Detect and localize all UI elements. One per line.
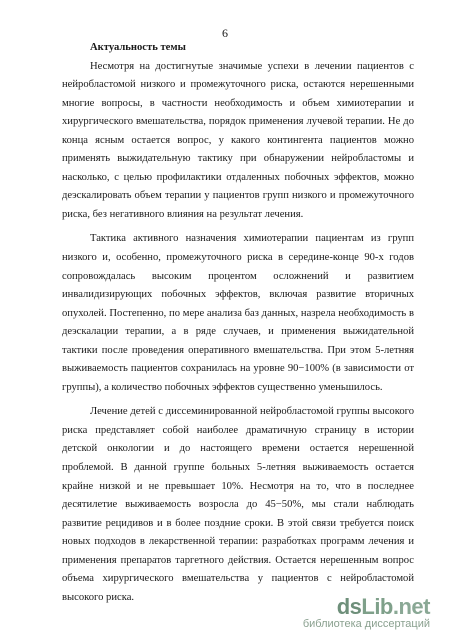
page-number: 6 bbox=[222, 26, 228, 40]
paragraph-3: Лечение детей с диссеминированной нейробластомой группы высокого риска представляет собой наиболее драматичную страницу в истории детской онкологии и до настоящего времени остается нерешенной проблемой. В данной группе больных 5-летняя выживаемость остается крайне низкой и не превышает 10%. Несмотря на то, что в последнее десятилетие выживаемость возросла до 45−50%, мы стали наблюдать развитие рецидивов и в более поздние сроки. В этой связи требуется поиск новых подходов в лекарственной терапии: разработках программ лечения и применения препаратов таргетного действия. Остается нерешенным вопрос объема хирургического вмешательства у пациентов с нейробластомой высокого риска. bbox=[62, 406, 414, 603]
watermark-wordmark bbox=[290, 596, 430, 618]
watermark-logo bbox=[290, 596, 430, 631]
watermark-subtitle: библиотека диссертаций bbox=[302, 618, 430, 630]
watermark-lib: Lib bbox=[361, 594, 393, 619]
page-content bbox=[62, 39, 414, 607]
paragraph-2: Тактика активного назначения химиотерапии пациентам из групп низкого и, особенно, промежуточного риска в середине-конце 90-х годов сопровождалась высоким процентом осложнений и развитием инвалидизирующих побочных эффектов, включая развитие вторичных опухолей. Постепенно, по мере анализа баз данных, назрела необходимость в деэскалации терапии, а в ряде случаев, и применения выжидательной тактики после проведения оперативного вмешательства. При этом 5-летняя выживаемость пациентов сохранилась на уровне 90−100% (в зависимости от группы), а количество побочных эффектов существенно уменьшилось. bbox=[62, 233, 414, 393]
paragraph-1: Несмотря на достигнутые значимые успехи в лечении пациентов с нейробластомой низкого и промежуточного риска, остаются нерешенными многие вопросы, в частности необходимость и объем химиотерапии и хирургического вмешательства, порядок применения лучевой терапии. Не до конца ясным остается вопрос, у какого контингента пациентов можно применять выжидательную тактику при обнаружении нейробластомы и насколько, с целью профилактики отдаленных побочных эффектов, можно деэскалировать объем терапии у пациентов групп низкого и промежуточного риска, без негативного влияния на результат лечения. bbox=[62, 60, 414, 220]
watermark-net: .net bbox=[392, 594, 430, 619]
watermark-ds: ds bbox=[336, 594, 362, 619]
section-heading: Актуальность темы bbox=[90, 42, 186, 53]
